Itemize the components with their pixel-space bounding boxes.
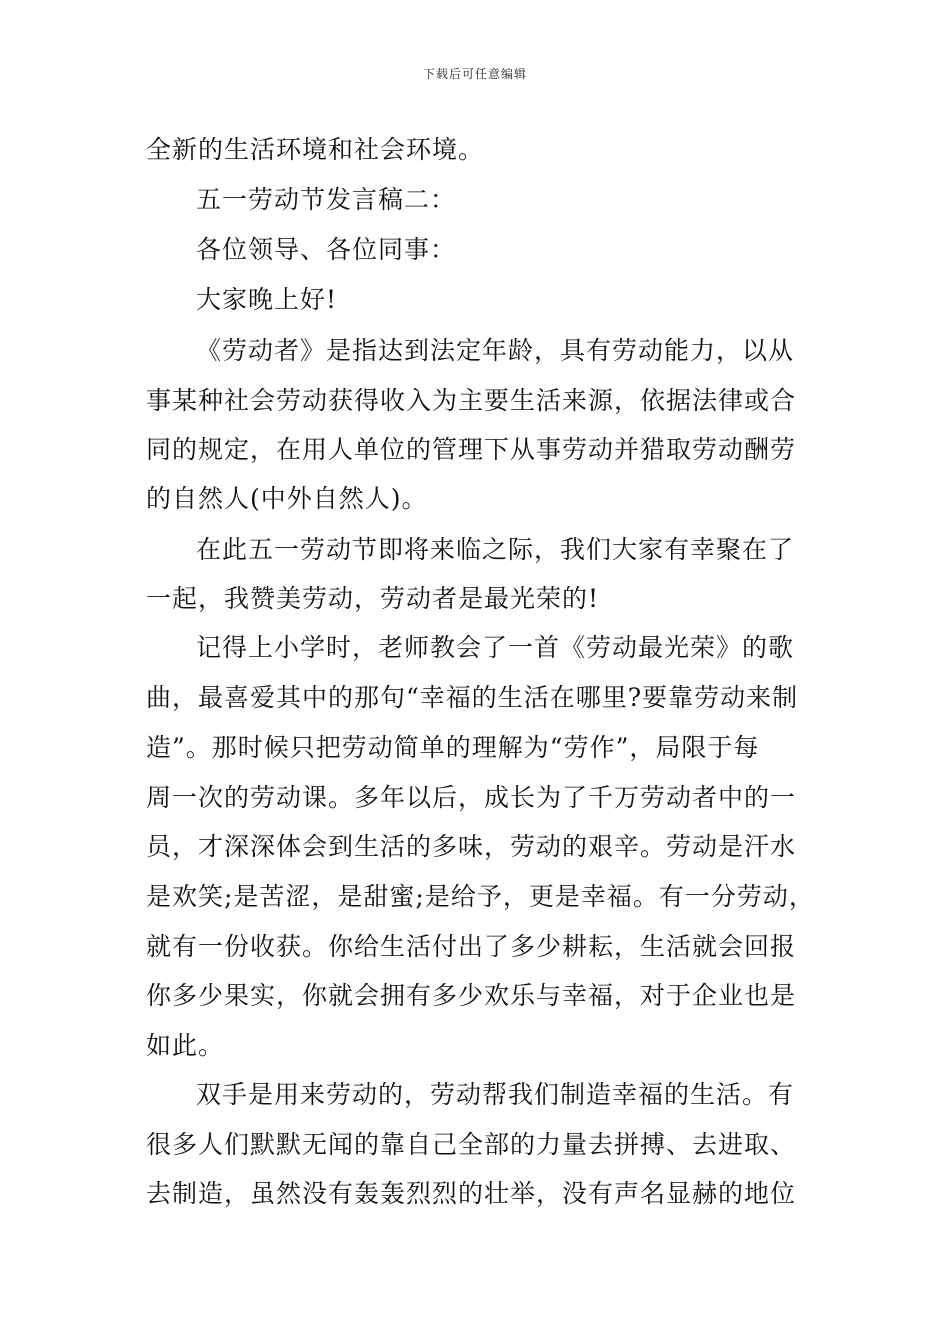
text-line: 五一劳动节发言稿二： [196,185,457,214]
text-line: 周一次的劳动课。多年以后，成长为了千万劳动者中的一 [146,783,797,812]
text-line: 大家晚上好! [196,285,338,314]
text-line: 如此。 [146,1031,225,1060]
text-line: 各位领导、各位同事： [196,235,457,264]
page-header: 下载后可任意编辑 [422,67,527,81]
text-line: 曲，最喜爱其中的那句“幸福的生活在哪里?要靠劳动来制 [146,683,799,712]
text-line: 在此五一劳动节即将来临之际，我们大家有幸聚在了 [196,535,795,564]
text-line: 一起，我赞美劳动，劳动者是最光荣的! [146,584,600,613]
text-line: 同的规定，在用人单位的管理下从事劳动并猎取劳动酬劳 [146,435,797,464]
text-line: 是欢笑;是苦涩，是甜蜜;是给予，更是幸福。有一分劳动， [146,882,815,911]
text-line: 员，才深深体会到生活的多味，劳动的艰辛。劳动是汗水 [146,832,797,861]
text-line: 去制造，虽然没有轰轰烈烈的壮举，没有声名显赫的地位 [146,1179,797,1208]
text-line: 事某种社会劳动获得收入为主要生活来源，依据法律或合 [146,386,797,415]
text-line: 很多人们默默无闻的靠自己全部的力量去拼搏、去进取、 [146,1130,797,1159]
text-line: 造”。那时候只把劳动简单的理解为“劳作”，局限于每 [146,733,760,762]
text-line: 《劳动者》是指达到法定年龄，具有劳动能力，以从 [196,336,795,365]
text-line: 的自然人(中外自然人)。 [146,484,428,513]
text-line: 你多少果实，你就会拥有多少欢乐与幸福，对于企业也是 [146,981,797,1010]
text-line: 双手是用来劳动的，劳动帮我们制造幸福的生活。有 [196,1080,795,1109]
text-line: 记得上小学时，老师教会了一首《劳动最光荣》的歌 [196,633,795,662]
text-line: 就有一份收获。你给生活付出了多少耕耘，生活就会回报 [146,932,797,961]
text-line: 全新的生活环境和社会环境。 [146,135,485,164]
